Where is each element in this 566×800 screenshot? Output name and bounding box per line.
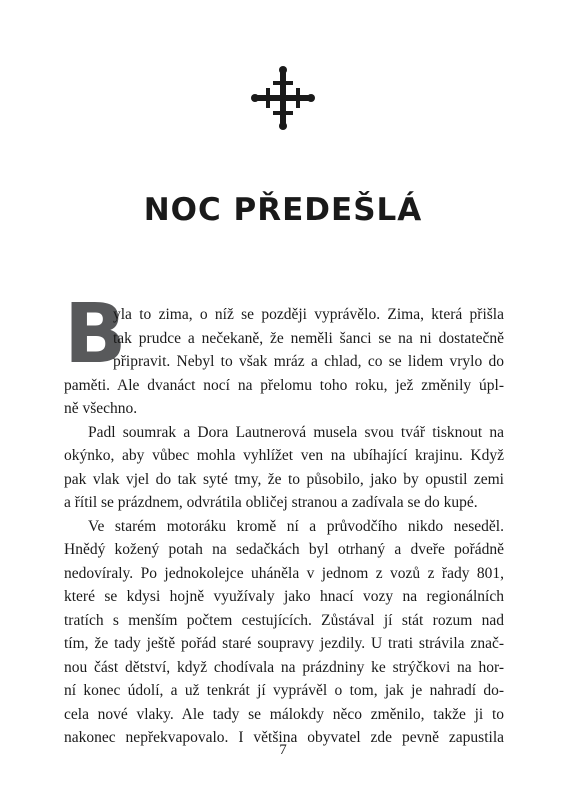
text-line: pak vlak vjel do tak syté tmy, že to působilo, jako by opustil zemi [64,470,504,488]
text-line: Ve starém motoráku kromě ní a průvodčího nikdo neseděl. [88,517,504,535]
text-line: Hnědý kožený potah na sedačkách byl otrhaný a dveře pořádně [64,541,504,558]
drop-cap: B [64,287,127,382]
page-number: 7 [279,742,287,758]
cross-ornament-icon [251,66,315,130]
text-line: které se kdysi hojně využívaly jako hnací vozy na regionálních [64,588,504,605]
text-line: tratích s menším počtem cestujících. Zůstával jí stát rozum nad [64,611,504,629]
text-line: yla to zima, o níž se později vyprávělo. Zima, která přišla [113,306,504,323]
text-line: ní konec údolí, a už tenkrát jí vyprávěl o tom, jak je nahradí do- [64,682,504,699]
text-line: nakonec nepřekvapovalo. I většina obyvatel zde pevně zapustila [64,729,504,746]
text-line: ně všechno. [64,400,138,417]
chapter-title: NOC PŘEDEŠLÁ [143,192,423,228]
text-line: tím, že tady ještě pořád staré soupravy jezdily. U trati strávila znač- [64,635,504,652]
text-line: tak prudce a nečekaně, že neměli šanci se na ni dostatečně [113,329,504,347]
text-line: cela nové vlaky. Ale tady se málokdy něco změnilo, takže ji to [64,705,504,723]
text-line: nedovíraly. Po jednokolejce uháněla v jednom z vozů z řady 801, [64,564,504,582]
text-line: a řítil se prázdnem, odvrátila obličej stranou a zadívala se do kupé. [64,494,478,511]
text-line: Padl soumrak a Dora Lautnerová musela svou tvář tisknout na [88,423,504,441]
text-line: okýnko, aby vůbec mohla vyhlížet ven na ubíhající krajinu. Když [64,447,504,464]
text-line: připravit. Nebyl to však mráz a chlad, co se lidem vrylo do [113,353,504,370]
text-line: nou část dětství, když chodívala na prázdniny ke strýčkovi na hor- [64,658,504,676]
body-text [64,287,504,750]
text-line: paměti. Ale dvanáct nocí na přelomu toho roku, jež změnily úpl- [64,376,504,394]
